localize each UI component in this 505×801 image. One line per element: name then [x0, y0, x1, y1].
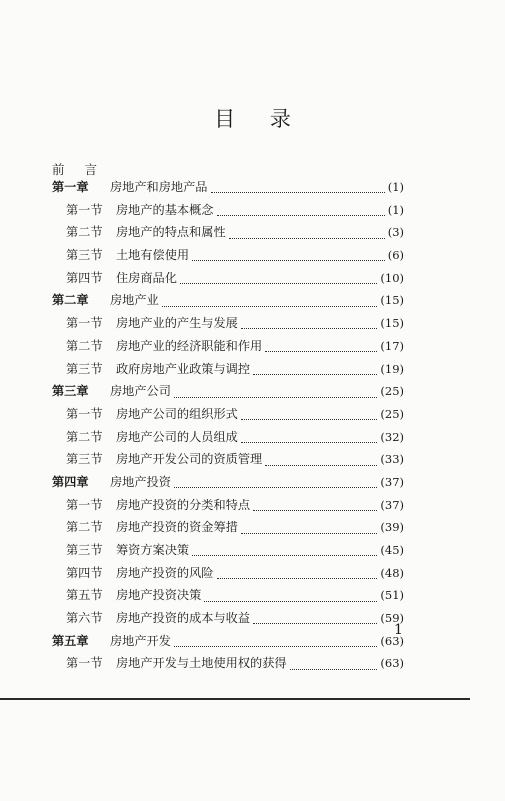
- toc-leader-dots: [265, 464, 377, 466]
- toc-leader-dots: [253, 509, 377, 511]
- toc-entry-title: 房地产公司的组织形式: [116, 406, 238, 421]
- toc-leader-dots: [192, 259, 385, 261]
- toc-entry-number: 第五节: [66, 588, 103, 603]
- toc-entry-page: (32): [380, 429, 404, 444]
- toc-entry-page: (1): [387, 202, 404, 217]
- toc-preface: 前 言: [52, 162, 105, 177]
- toc-entry-number: 第二节: [66, 338, 103, 353]
- toc-entry-section: [52, 541, 404, 564]
- toc-entry-page: (6): [387, 248, 404, 263]
- toc-entry-title: 房地产投资的风险: [116, 565, 214, 580]
- toc-entry-page: (25): [380, 406, 404, 421]
- toc-entry-title: 房地产业: [110, 293, 159, 308]
- toc-entry-page: (3): [387, 225, 404, 240]
- toc-entry-number: 第一节: [66, 497, 103, 512]
- toc-entry-section: [52, 428, 404, 451]
- toc-entry-section: [52, 518, 404, 541]
- toc-entry-page: (33): [380, 452, 404, 467]
- toc-leader-dots: [265, 350, 377, 352]
- toc-entry-title: 房地产投资的成本与收益: [116, 611, 251, 626]
- page-number: 1: [394, 622, 403, 638]
- toc-leader-dots: [229, 237, 385, 239]
- toc-entry-section: [52, 496, 404, 519]
- toc-entry-section: [52, 450, 404, 473]
- toc-leader-dots: [180, 282, 377, 284]
- toc-entry-title: 房地产开发与土地使用权的获得: [116, 656, 287, 671]
- toc-entry-section: [52, 586, 404, 609]
- toc-entry-number: 第二节: [66, 429, 103, 444]
- toc-entry-title: 房地产开发: [110, 633, 171, 648]
- table-of-contents: [52, 178, 404, 677]
- toc-entry-page: (15): [380, 316, 404, 331]
- toc-entry-page: (48): [380, 565, 404, 580]
- toc-entry-number: 第一节: [66, 656, 103, 671]
- toc-entry-title: 房地产投资的分类和特点: [116, 497, 251, 512]
- toc-entry-page: (15): [380, 293, 404, 308]
- toc-entry-section: [52, 223, 404, 246]
- toc-entry-section: [52, 405, 404, 428]
- toc-entry-chapter: [52, 178, 404, 201]
- page-title: 目 录: [214, 107, 305, 131]
- toc-entry-number: 第三节: [66, 248, 103, 263]
- toc-entry-number: 第一章: [52, 180, 89, 194]
- toc-entry-number: 第四章: [52, 474, 89, 489]
- toc-entry-number: 第三章: [52, 384, 89, 399]
- toc-entry-section: [52, 314, 404, 337]
- toc-entry-number: 第二节: [66, 225, 103, 240]
- toc-entry-page: (10): [380, 270, 404, 285]
- toc-entry-number: 第三节: [66, 543, 103, 557]
- toc-entry-page: (45): [380, 543, 404, 557]
- toc-entry-section: [52, 246, 404, 269]
- toc-entry-title: 土地有偿使用: [116, 248, 190, 263]
- toc-entry-chapter: [52, 382, 404, 405]
- toc-leader-dots: [204, 600, 377, 602]
- toc-leader-dots: [211, 191, 385, 193]
- toc-entry-title: 房地产业的经济职能和作用: [116, 338, 263, 353]
- toc-entry-number: 第一节: [66, 202, 103, 217]
- toc-entry-section: [52, 201, 404, 224]
- toc-leader-dots: [217, 214, 385, 216]
- toc-entry-section: [52, 654, 404, 677]
- toc-entry-title: 房地产投资: [110, 474, 171, 489]
- toc-entry-title: 政府房地产业政策与调控: [116, 361, 251, 376]
- toc-leader-dots: [241, 418, 378, 420]
- toc-entry-chapter: [52, 632, 404, 655]
- toc-entry-title: 筹资方案决策: [116, 543, 190, 557]
- toc-entry-page: (63): [380, 633, 404, 648]
- toc-entry-title: 房地产公司的人员组成: [116, 429, 238, 444]
- toc-entry-title: 房地产的特点和属性: [116, 225, 226, 240]
- toc-entry-section: [52, 360, 404, 383]
- toc-leader-dots: [241, 327, 378, 329]
- toc-entry-title: 房地产业的产生与发展: [116, 316, 238, 331]
- toc-entry-number: 第三节: [66, 361, 103, 376]
- toc-entry-title: 房地产和房地产品: [110, 180, 208, 194]
- toc-leader-dots: [253, 622, 377, 624]
- toc-entry-number: 第三节: [66, 452, 103, 467]
- toc-entry-number: 第四节: [66, 270, 103, 285]
- toc-entry-page: (19): [380, 361, 404, 376]
- toc-entry-page: (17): [380, 338, 404, 353]
- toc-leader-dots: [174, 645, 377, 647]
- toc-leader-dots: [174, 486, 377, 488]
- toc-entry-page: (37): [380, 497, 404, 512]
- toc-entry-number: 第四节: [66, 565, 103, 580]
- toc-entry-title: 房地产开发公司的资质管理: [116, 452, 263, 467]
- toc-entry-page: (59): [380, 611, 404, 626]
- toc-entry-chapter: [52, 473, 404, 496]
- toc-entry-section: [52, 609, 404, 632]
- toc-entry-number: 第一节: [66, 316, 103, 331]
- toc-entry-title: 住房商品化: [116, 270, 177, 285]
- toc-entry-page: (37): [380, 474, 404, 489]
- toc-entry-number: 第二章: [52, 293, 89, 308]
- toc-entry-section: [52, 337, 404, 360]
- bottom-rule: [0, 698, 470, 700]
- toc-entry-chapter: [52, 291, 404, 314]
- toc-leader-dots: [253, 373, 377, 375]
- toc-entry-number: 第五章: [52, 633, 89, 648]
- toc-entry-page: (39): [380, 520, 404, 535]
- toc-leader-dots: [192, 554, 377, 556]
- toc-leader-dots: [241, 441, 378, 443]
- toc-entry-section: [52, 564, 404, 587]
- toc-entry-page: (63): [380, 656, 404, 671]
- toc-entry-number: 第六节: [66, 611, 103, 626]
- toc-entry-page: (51): [380, 588, 404, 603]
- toc-entry-page: (25): [380, 384, 404, 399]
- toc-entry-page: (1): [387, 180, 404, 194]
- toc-entry-title: 房地产投资的资金筹措: [116, 520, 238, 535]
- toc-leader-dots: [241, 532, 378, 534]
- toc-leader-dots: [217, 577, 378, 579]
- toc-leader-dots: [174, 396, 377, 398]
- toc-leader-dots: [290, 668, 378, 670]
- toc-entry-title: 房地产投资决策: [116, 588, 202, 603]
- toc-leader-dots: [162, 305, 378, 307]
- toc-entry-title: 房地产的基本概念: [116, 202, 214, 217]
- toc-entry-title: 房地产公司: [110, 384, 171, 399]
- toc-entry-number: 第一节: [66, 406, 103, 421]
- toc-entry-number: 第二节: [66, 520, 103, 535]
- toc-entry-section: [52, 269, 404, 292]
